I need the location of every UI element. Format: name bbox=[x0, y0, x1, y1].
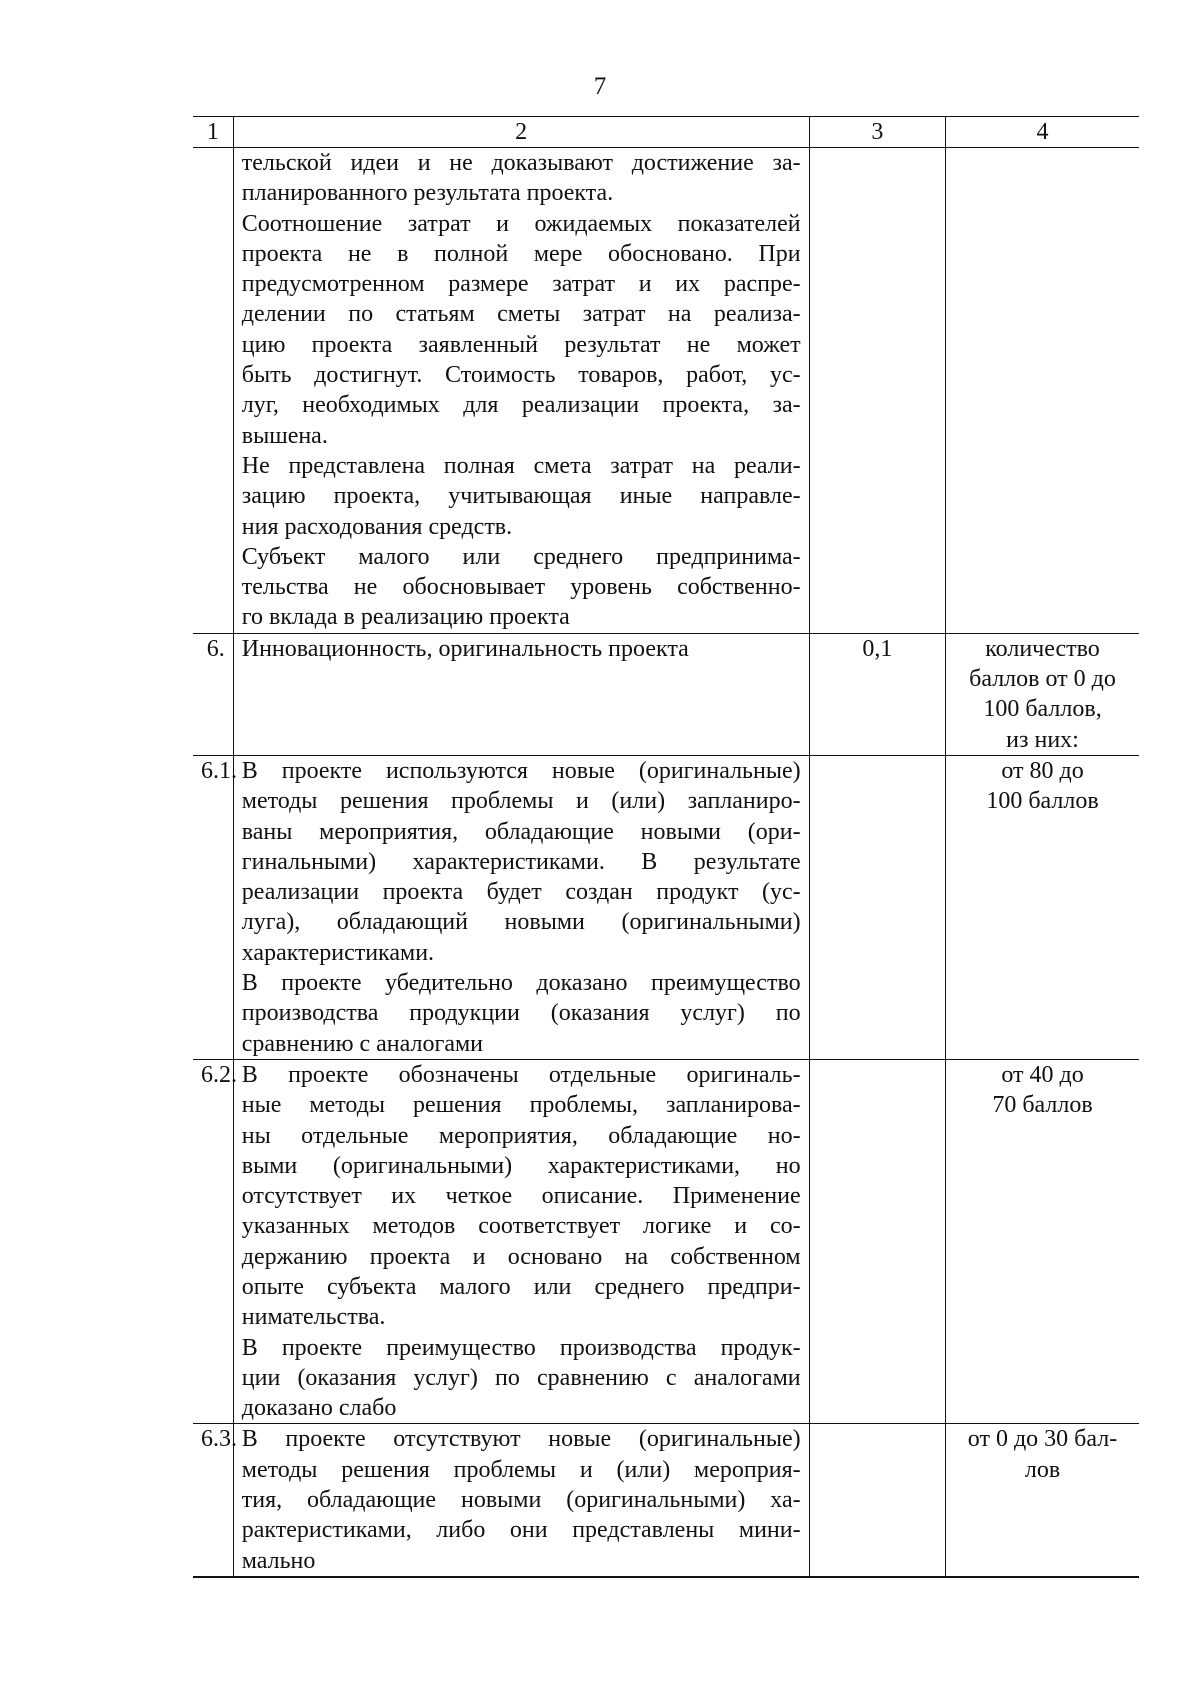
score-line: баллов от 0 до bbox=[969, 666, 1116, 693]
description-line: методы решения проблемы и (или) мероприя- bbox=[241, 1456, 801, 1483]
description-line: производства продукции (оказания услуг) по bbox=[241, 1000, 801, 1027]
description-line: мально bbox=[241, 1547, 316, 1574]
description-line: В проекте используются новые (оригинальные) bbox=[241, 757, 801, 784]
description-line: Соотношение затрат и ожидаемых показателей bbox=[241, 210, 801, 237]
score-line: количество bbox=[985, 635, 1100, 662]
score-line: из них: bbox=[1006, 726, 1079, 753]
description-line: ные методы решения проблемы, запланирова- bbox=[241, 1092, 801, 1119]
column-header-3: 3 bbox=[809, 117, 945, 148]
criterion-number: 6.1. bbox=[193, 755, 233, 1059]
description-line: тия, обладающие новыми (оригинальными) ха- bbox=[241, 1487, 801, 1514]
description-line: рактеристиками, либо они представлены мини- bbox=[241, 1517, 801, 1544]
description-line: отсутствует их четкое описание. Применение bbox=[241, 1183, 801, 1210]
description-line: предусмотренном размере затрат и их распре- bbox=[241, 271, 801, 298]
score-line: 100 баллов, bbox=[983, 696, 1102, 723]
table-row bbox=[193, 755, 1139, 1059]
description-line: нимательства. bbox=[241, 1304, 386, 1331]
criterion-description bbox=[233, 633, 809, 755]
score-line: от 40 до bbox=[1001, 1061, 1084, 1088]
criterion-description bbox=[233, 1059, 809, 1424]
description-line: методы решения проблемы и (или) запланиро- bbox=[241, 788, 801, 815]
score-line: лов bbox=[1024, 1456, 1061, 1483]
criterion-number: 6.3. bbox=[193, 1424, 233, 1577]
description-line: В проекте обозначены отдельные оригиналь- bbox=[241, 1061, 801, 1088]
description-line: ния расходования средств. bbox=[241, 513, 513, 540]
description-line: Инновационность, оригинальность проекта bbox=[241, 635, 689, 662]
table-row bbox=[193, 633, 1139, 755]
description-line: зацию проекта, учитывающая иные направле- bbox=[241, 483, 801, 510]
column-header-1: 1 bbox=[193, 117, 233, 148]
description-line: тельства не обосновывает уровень собственно- bbox=[241, 574, 801, 601]
description-line: вышена. bbox=[241, 422, 328, 449]
description-line: ваны мероприятия, обладающие новыми (ори- bbox=[241, 818, 801, 845]
criterion-weight bbox=[809, 148, 945, 634]
criterion-description bbox=[233, 1424, 809, 1577]
description-line: держанию проекта и основано на собственном bbox=[241, 1243, 801, 1270]
description-line: характеристиками. bbox=[241, 939, 435, 966]
criterion-number: 6.2. bbox=[193, 1059, 233, 1424]
description-line: ции (оказания услуг) по сравнению с аналогами bbox=[241, 1364, 801, 1391]
page-number: 7 bbox=[593, 73, 607, 100]
table-row bbox=[193, 1424, 1139, 1577]
description-line: Не представлена полная смета затрат на реали- bbox=[241, 452, 801, 479]
description-line: Субъект малого или среднего предпринима- bbox=[241, 543, 801, 570]
description-line: гинальными) характеристиками. В результате bbox=[241, 848, 801, 875]
criterion-number bbox=[193, 148, 233, 634]
description-line: планированного результата проекта. bbox=[241, 180, 614, 207]
criterion-number: 6. bbox=[193, 633, 233, 755]
description-line: доказано слабо bbox=[241, 1395, 397, 1422]
criterion-weight bbox=[809, 755, 945, 1059]
description-line: В проекте отсутствуют новые (оригинальные) bbox=[241, 1426, 801, 1453]
criterion-weight: 0,1 bbox=[809, 633, 945, 755]
description-line: указанных методов соответствует логике и со- bbox=[241, 1213, 801, 1240]
description-line: луг, необходимых для реализации проекта, за- bbox=[241, 392, 801, 419]
description-line: сравнению с аналогами bbox=[241, 1030, 484, 1057]
criteria-table bbox=[193, 116, 1139, 1578]
criterion-weight bbox=[809, 1424, 945, 1577]
description-line: реализации проекта будет создан продукт (ус- bbox=[241, 879, 801, 906]
description-line: В проекте убедительно доказано преимущество bbox=[241, 970, 801, 997]
description-line: ны отдельные мероприятия, обладающие но- bbox=[241, 1122, 801, 1149]
criterion-score bbox=[946, 755, 1139, 1059]
description-line: В проекте преимущество производства продук- bbox=[241, 1334, 801, 1361]
table-header-row bbox=[193, 117, 1139, 148]
description-line: делении по статьям сметы затрат на реализа- bbox=[241, 301, 801, 328]
score-line: от 0 до 30 бал- bbox=[967, 1426, 1118, 1453]
description-line: луга), обладающий новыми (оригинальными) bbox=[241, 909, 801, 936]
description-line: проекта не в полной мере обосновано. При bbox=[241, 240, 801, 267]
criterion-weight bbox=[809, 1059, 945, 1424]
table-row bbox=[193, 1059, 1139, 1424]
description-line: цию проекта заявленный результат не может bbox=[241, 331, 801, 358]
criterion-score bbox=[946, 633, 1139, 755]
criterion-description bbox=[233, 755, 809, 1059]
score-line: 70 баллов bbox=[992, 1092, 1093, 1119]
criterion-score bbox=[946, 1424, 1139, 1577]
description-line: тельской идеи и не доказывают достижение за- bbox=[241, 150, 801, 176]
description-line: выми (оригинальными) характеристиками, но bbox=[241, 1152, 801, 1179]
description-line: опыте субъекта малого или среднего предпри- bbox=[241, 1273, 801, 1300]
column-header-4: 4 bbox=[946, 117, 1139, 148]
table-body bbox=[193, 148, 1139, 1577]
description-line: быть достигнут. Стоимость товаров, работ, ус- bbox=[241, 362, 801, 389]
criterion-score bbox=[946, 148, 1139, 634]
description-line: го вклада в реализацию проекта bbox=[241, 604, 570, 631]
score-line: от 80 до bbox=[1001, 757, 1084, 784]
criterion-description bbox=[233, 148, 809, 634]
column-header-2: 2 bbox=[233, 117, 809, 148]
score-line: 100 баллов bbox=[986, 788, 1099, 815]
criterion-score bbox=[946, 1059, 1139, 1424]
table-row bbox=[193, 148, 1139, 634]
